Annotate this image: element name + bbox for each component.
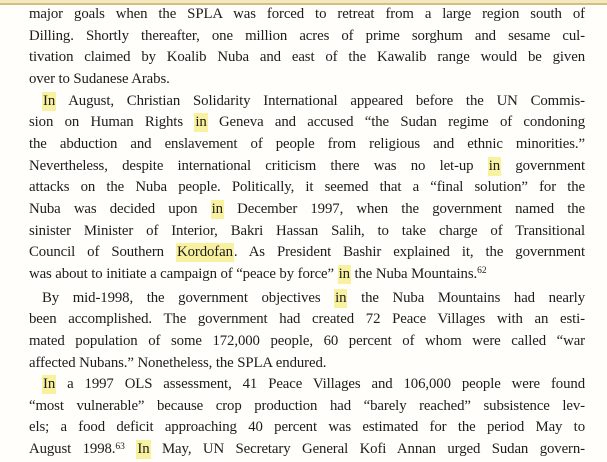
text-segment: els; a food deficit approaching 40 percent was estimated for the period May to <box>29 419 585 436</box>
highlighted-term: in <box>335 289 347 306</box>
text-line <box>29 156 585 178</box>
text-line <box>29 353 585 375</box>
text-segment: government <box>501 157 585 174</box>
text-line <box>29 199 585 221</box>
text-line <box>29 26 585 48</box>
text-segment: Council of Southern <box>29 244 176 261</box>
highlighted-term: in <box>195 114 207 131</box>
text-line <box>29 439 585 462</box>
text-line <box>29 134 585 156</box>
text-line <box>29 242 585 264</box>
text-segment: Geneva and accused “the Sudan regime of condoning <box>207 114 585 131</box>
text-segment: affected Nubans.” Nonetheless, the SPLA endured. <box>29 354 327 371</box>
text-segment: attacks on the Nuba people. Politically, it seemed that a “final solution” for the <box>29 179 585 196</box>
text-segment: was about to initiate a campaign of “peace by force” <box>29 265 338 282</box>
text-segment <box>125 441 136 457</box>
text-segment: Nevertheless, despite international criticism there was no let-up <box>29 157 488 174</box>
highlighted-term: in <box>488 157 501 174</box>
text-segment: August, Christian Solidarity International appeared before the UN Commis- <box>56 92 585 109</box>
text-segment: “most vulnerable” because crop production had “barely reached” subsistence lev- <box>29 397 585 414</box>
text-line <box>29 264 585 288</box>
text-segment: major goals when the SPLA was forced to retreat from a large region south of <box>29 6 585 22</box>
text-line <box>29 69 585 91</box>
footnote-ref: 62 <box>477 266 487 277</box>
text-segment: Nuba was decided upon <box>29 200 211 217</box>
text-line <box>29 309 585 331</box>
text-segment: sion on Human Rights <box>29 114 195 131</box>
text-line <box>29 396 585 418</box>
text-segment: tivation claimed by Koalib Nuba and east of the Kawalib range would be given <box>29 49 585 66</box>
text-line <box>29 221 585 243</box>
text-line <box>29 112 585 134</box>
text-segment: By mid-1998, the government objectives <box>42 289 335 306</box>
text-segment: sinister Minister of Interior, Bakri Hassan Salih, to take charge of Transitional <box>29 222 585 239</box>
text-line <box>29 331 585 353</box>
page-text-block <box>29 4 585 462</box>
text-line <box>29 177 585 199</box>
text-line <box>29 417 585 439</box>
text-segment: the Nuba Mountains had nearly <box>347 289 585 306</box>
highlighted-term: In <box>43 376 56 393</box>
text-segment: the Nuba Mountains. <box>350 265 478 282</box>
text-segment: the abduction and enslavement of people from religious and ethnic minorities.” <box>29 135 585 152</box>
text-line <box>29 288 585 310</box>
text-segment: Dilling. Shortly thereafter, one million acres of prime sorghum and sesame cul- <box>29 27 585 44</box>
text-line <box>29 4 585 26</box>
text-segment: over to Sudanese Arabs. <box>29 70 170 87</box>
highlighted-term: Kordofan <box>176 244 233 261</box>
text-line <box>29 374 585 396</box>
text-segment: . As President Bashir explained it, the government <box>233 244 585 261</box>
text-line <box>29 91 585 113</box>
footnote-ref: 63 <box>115 441 125 452</box>
text-segment: a 1997 OLS assessment, 41 Peace Villages and 106,000 people were found <box>56 376 585 393</box>
highlighted-term: In <box>137 441 150 458</box>
highlighted-term: in <box>338 265 350 282</box>
text-line <box>29 47 585 69</box>
highlighted-term: in <box>211 200 223 217</box>
text-segment: been accomplished. The government had created 72 Peace Villages with an esti- <box>29 311 585 328</box>
text-segment: August 1998. <box>29 441 116 458</box>
highlighted-term: In <box>43 92 56 109</box>
text-segment: mated population of some 172,000 people, 60 percent of whom were called “war <box>29 332 585 349</box>
text-segment: December 1997, when the government named the <box>223 200 585 217</box>
text-segment: May, UN Secretary General Kofi Annan urged Sudan govern- <box>150 441 586 458</box>
